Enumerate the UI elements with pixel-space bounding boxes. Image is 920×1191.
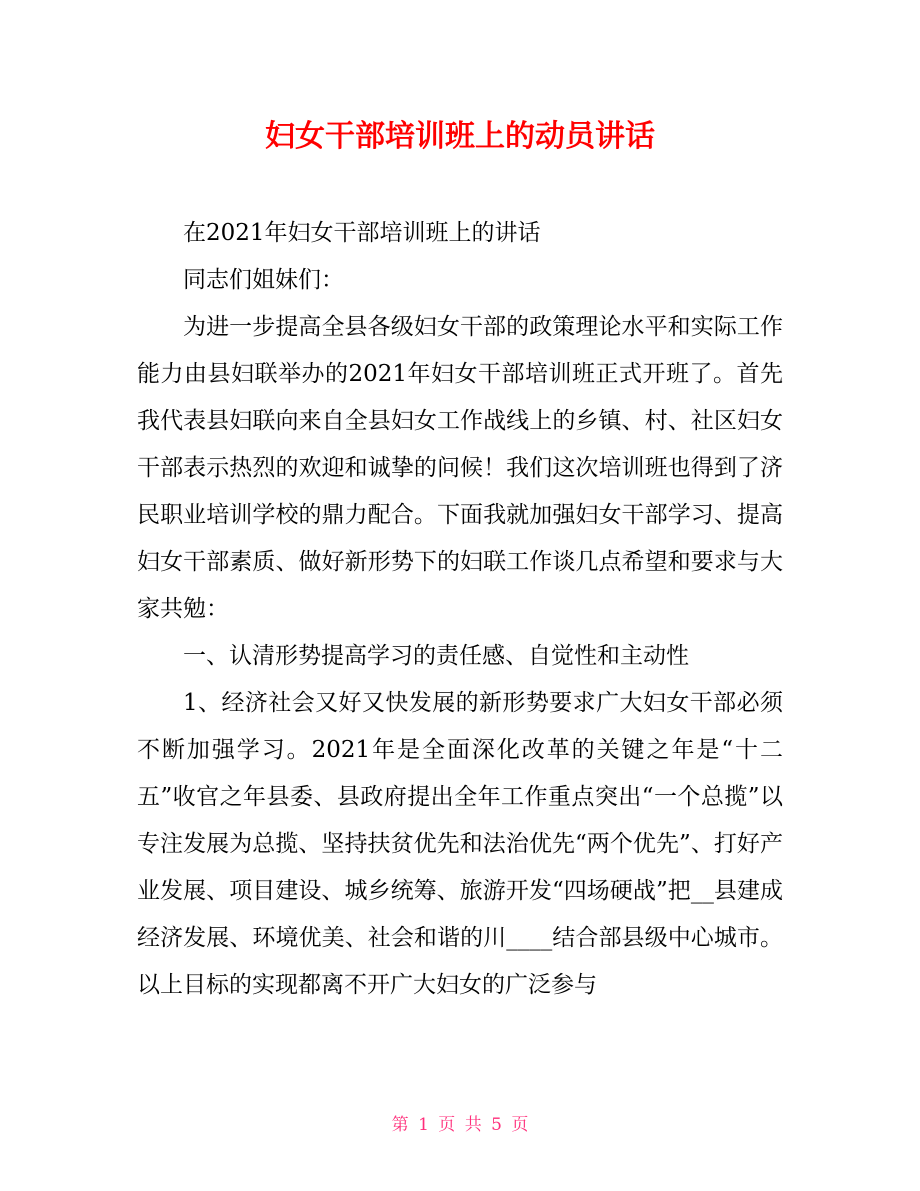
page-number-footer: 第 1 页 共 5 页 [391, 1115, 529, 1135]
paragraph-point-one: 1、经济社会又好又快发展的新形势要求广大妇女干部必须不断加强学习。2021年是全面深化改革的关键之年是“十二五”收官之年县委、县政府提出全年工作重点突出“一个总揽”以专注发展为总揽、坚持扶贫优先和法治优先“两个优先”、打好产业发展、项目建设、城乡统筹、旅游开发“四场硬战”把__县建成经济发展、环境优美、社会和谐的川____结合部县级中心城市。以上目标的实现都离不开广大妇女的广泛参与 [137, 690, 783, 998]
document-body [137, 210, 783, 1009]
paragraph-opening: 为进一步提高全县各级妇女干部的政策理论水平和实际工作能力由县妇联举办的2021年妇女干部培训班正式开班了。首先我代表县妇联向来自全县妇女工作战线上的乡镇、村、社区妇女干部表示热烈的欢迎和诚挚的问候！我们这次培训班也得到了济民职业培训学校的鼎力配合。下面我就加强妇女干部学习、提高妇女干部素质、做好新形势下的妇联工作谈几点希望和要求与大家共勉： [137, 314, 783, 622]
paragraph-salutation: 同志们姐妹们： [183, 267, 344, 293]
paragraph-heading-line: 在2021年妇女干部培训班上的讲话 [183, 220, 541, 246]
paragraph-section-one-heading: 一、认清形势提高学习的责任感、自觉性和主动性 [183, 643, 689, 669]
document-title: 妇女干部培训班上的动员讲话 [265, 119, 655, 154]
